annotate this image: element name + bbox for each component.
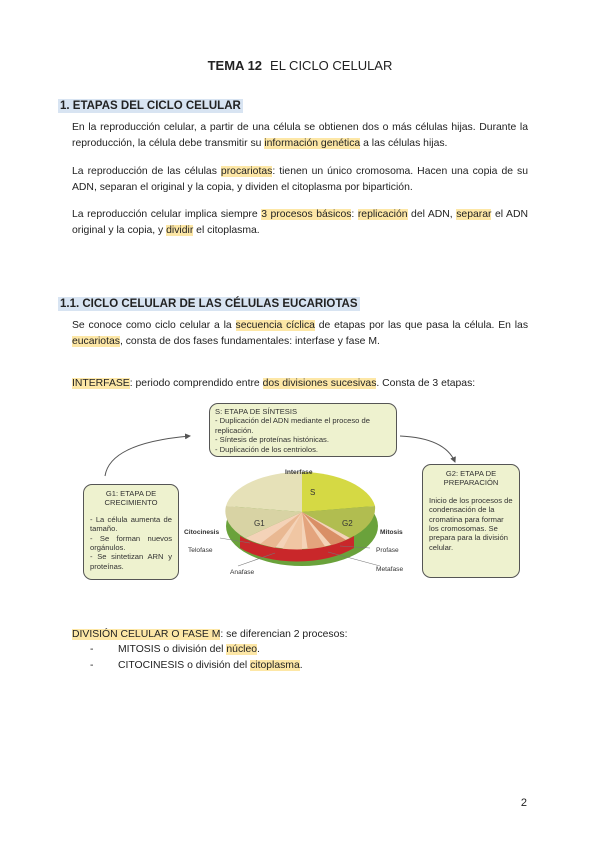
paragraph-procariotas — [72, 164, 528, 195]
section-heading-1: 1. ETAPAS DEL CICLO CELULAR — [60, 100, 241, 112]
highlight-dividir: dividir — [166, 224, 194, 236]
text: el ADN original y la copia, y — [72, 209, 528, 236]
g1-phase-box — [83, 484, 179, 580]
text: de etapas por las que pasa la célula. En las — [314, 320, 529, 331]
paragraph-ciclo-celular — [72, 318, 528, 349]
highlight-separar: separar — [456, 209, 492, 220]
fase-m-list — [90, 642, 303, 673]
g1-phase-line: - La célula aumenta de tamaño. — [90, 514, 172, 534]
label-s: S — [310, 488, 316, 497]
s-phase-title: S: ETAPA DE SÍNTESIS — [215, 407, 298, 416]
paragraph-interfase — [72, 376, 528, 392]
highlight-informacion-genetica: información genética — [264, 137, 361, 149]
text: . Consta de 3 etapas: — [376, 378, 476, 389]
page-number: 2 — [520, 797, 527, 809]
label-g2: G2 — [342, 519, 353, 528]
highlight-secuencia-ciclica: secuencia cíclica — [235, 320, 315, 331]
text: : se diferencian 2 procesos: — [220, 629, 348, 640]
highlight-citoplasma: citoplasma — [250, 659, 300, 671]
label-telofase: Telofase — [188, 547, 213, 554]
title-number: TEMA 12 — [207, 58, 263, 73]
highlight-nucleo: núcleo — [226, 644, 258, 655]
text: Se conoce como ciclo celular a la — [72, 320, 236, 331]
list-item — [90, 658, 303, 674]
page-title — [0, 58, 600, 73]
label-interfase: Interfase — [285, 469, 313, 476]
text: CITOCINESIS o división del — [118, 659, 251, 671]
section-heading-1-1: 1.1. CICLO CELULAR DE LAS CÉLULAS EUCARIOTAS — [60, 298, 358, 310]
highlight-replicacion: replicación — [357, 209, 408, 220]
label-metafase: Metafase — [376, 566, 404, 573]
s-phase-line: - Síntesis de proteínas histónicas. — [215, 435, 329, 445]
text: , consta de dos fases fundamentales: interfase y fase M. — [119, 335, 380, 347]
text: : periodo comprendido entre — [129, 378, 263, 389]
s-phase-line: - Duplicación del ADN mediante el proceso de replicación. — [215, 416, 370, 435]
g2-phase-title: G2: ETAPA DE PREPARACIÓN — [443, 469, 499, 488]
text: del ADN, — [407, 209, 457, 220]
text: En la reproducción celular, a partir de una célula se obtienen dos o más células hijas. Durante la reproducción, la célula debe transmitir su — [72, 122, 528, 149]
text: MITOSIS o división del — [118, 644, 227, 655]
g2-phase-box — [422, 464, 520, 578]
pie-sector-g1 — [226, 472, 302, 512]
text: . — [257, 644, 260, 655]
highlight-fase-m: DIVISIÓN CELULAR O FASE M — [72, 629, 221, 640]
highlight-procariotas: procariotas — [220, 166, 273, 177]
label-profase: Profase — [376, 547, 399, 554]
text: La reproducción celular implica siempre — [72, 209, 262, 220]
g2-phase-text: Inicio de los procesos de condensación de la cromatina para formar los cromosomas. Se prepara para la división celular. — [429, 495, 513, 552]
cell-cycle-diagram — [70, 398, 530, 588]
text: La reproducción de las células — [72, 166, 221, 177]
bullet-dash: - — [90, 644, 94, 655]
label-anafase: Anafase — [230, 569, 255, 576]
highlight-interfase: INTERFASE — [72, 378, 130, 389]
text: : tienen un único cromosoma. Hacen una copia de su ADN, separan el original y la copia, y dividen el citoplasma por bipartición. — [72, 166, 529, 193]
list-item — [90, 642, 303, 658]
label-g1: G1 — [254, 519, 265, 528]
s-phase-box — [209, 403, 397, 457]
paragraph-fase-m — [72, 627, 528, 643]
highlight-procesos-basicos: 3 procesos básicos — [261, 209, 352, 220]
text: el citoplasma. — [193, 224, 260, 236]
label-citocinesis: Citocinesis — [184, 529, 220, 536]
label-mitosis: Mitosis — [380, 529, 403, 536]
highlight-eucariotas: eucariotas — [72, 335, 120, 347]
highlight-divisiones-sucesivas: dos divisiones sucesivas — [262, 378, 377, 389]
text: . — [299, 659, 303, 671]
g1-phase-line: - Se forman nuevos orgánulos. — [90, 533, 172, 553]
g1-phase-title: G1: ETAPA DE CRECIMIENTO — [104, 489, 158, 508]
text: : — [351, 209, 358, 220]
title-text: EL CICLO CELULAR — [270, 58, 393, 73]
arrow-s-to-g2 — [400, 436, 455, 462]
arrow-g1-to-s — [105, 436, 190, 476]
paragraph-reproduccion — [72, 120, 528, 151]
bullet-dash: - — [90, 659, 94, 671]
text: a las células hijas. — [360, 137, 448, 149]
g1-phase-line: - Se sintetizan ARN y proteínas. — [90, 552, 172, 571]
s-phase-line: - Duplicación de los centriolos. — [215, 444, 318, 454]
paragraph-procesos — [72, 207, 528, 238]
